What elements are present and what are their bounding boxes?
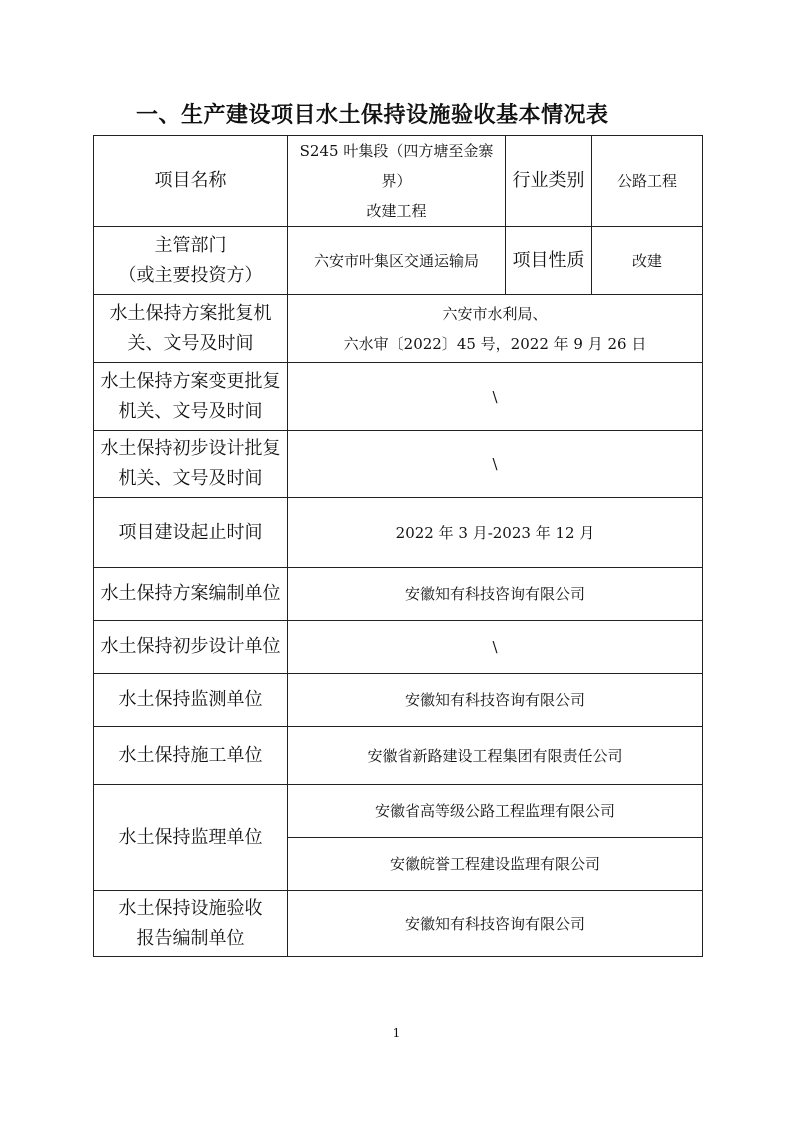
change-label-line2: 机关、文号及时间 [118,400,263,422]
supervise-unit-value-2: 安徽皖誉工程建设监理有限公司 [288,838,703,891]
approval-value-line1: 六安市水利局、 [442,304,548,323]
approval-label-line1: 水土保持方案批复机 [109,302,272,324]
monitor-unit-value: 安徽知有科技咨询有限公司 [288,674,703,727]
nature-label: 项目性质 [506,227,592,295]
row-prelim-design [94,431,703,498]
page-number: 1 [392,1026,401,1040]
nature-value: 改建 [592,227,703,295]
row-supervise-unit-1 [94,785,703,838]
acceptance-info-table [93,135,703,957]
approval-label [94,295,288,363]
prelim-label [94,431,288,498]
industry-label: 行业类别 [506,136,592,227]
dept-label-line1: 主管部门 [154,234,227,256]
change-label-line1: 水土保持方案变更批复 [100,370,281,392]
period-label: 项目建设起止时间 [94,498,288,568]
project-name-value [288,136,506,227]
approval-value [288,295,703,363]
prelim-label-line2: 机关、文号及时间 [118,468,263,489]
change-value: \ [288,363,703,431]
row-period [94,498,703,568]
approval-label-line2: 关、文号及时间 [127,332,254,354]
row-project-name [94,136,703,227]
row-monitor-unit [94,674,703,727]
row-design-unit [94,621,703,674]
prelim-label-line1: 水土保持初步设计批复 [100,438,281,459]
row-plan-unit [94,568,703,621]
row-plan-change [94,363,703,431]
report-unit-label-line2: 报告编制单位 [136,927,245,949]
period-value: 2022 年 3 月-2023 年 12 月 [288,498,703,568]
approval-value-line2: 六水审〔2022〕45 号，2022 年 9 月 26 日 [343,334,647,353]
industry-value: 公路工程 [592,136,703,227]
row-department [94,227,703,295]
prelim-value: \ [288,431,703,498]
row-report-unit [94,891,703,957]
dept-label [94,227,288,295]
row-construct-unit [94,727,703,785]
design-unit-value: \ [288,621,703,674]
dept-label-line2: （或主要投资方） [118,264,263,286]
change-label [94,363,288,431]
supervise-unit-label: 水土保持监理单位 [94,785,288,891]
dept-value: 六安市叶集区交通运输局 [288,227,506,295]
plan-unit-value: 安徽知有科技咨询有限公司 [288,568,703,621]
report-unit-label-line1: 水土保持设施验收 [118,897,263,919]
monitor-unit-label: 水土保持监测单位 [94,674,288,727]
construct-unit-label: 水土保持施工单位 [94,727,288,785]
project-name-line2: 改建工程 [366,202,427,220]
design-unit-label: 水土保持初步设计单位 [94,621,288,674]
page-title: 一、生产建设项目水土保持设施验收基本情况表 [136,103,609,128]
supervise-unit-value-1: 安徽省高等级公路工程监理有限公司 [288,785,703,838]
project-name-label: 项目名称 [94,136,288,227]
construct-unit-value: 安徽省新路建设工程集团有限责任公司 [288,727,703,785]
report-unit-value: 安徽知有科技咨询有限公司 [288,891,703,957]
plan-unit-label: 水土保持方案编制单位 [94,568,288,621]
row-approval [94,295,703,363]
project-name-line1: S245 叶集段（四方塘至金寨界） [299,142,494,190]
report-unit-label [94,891,288,957]
